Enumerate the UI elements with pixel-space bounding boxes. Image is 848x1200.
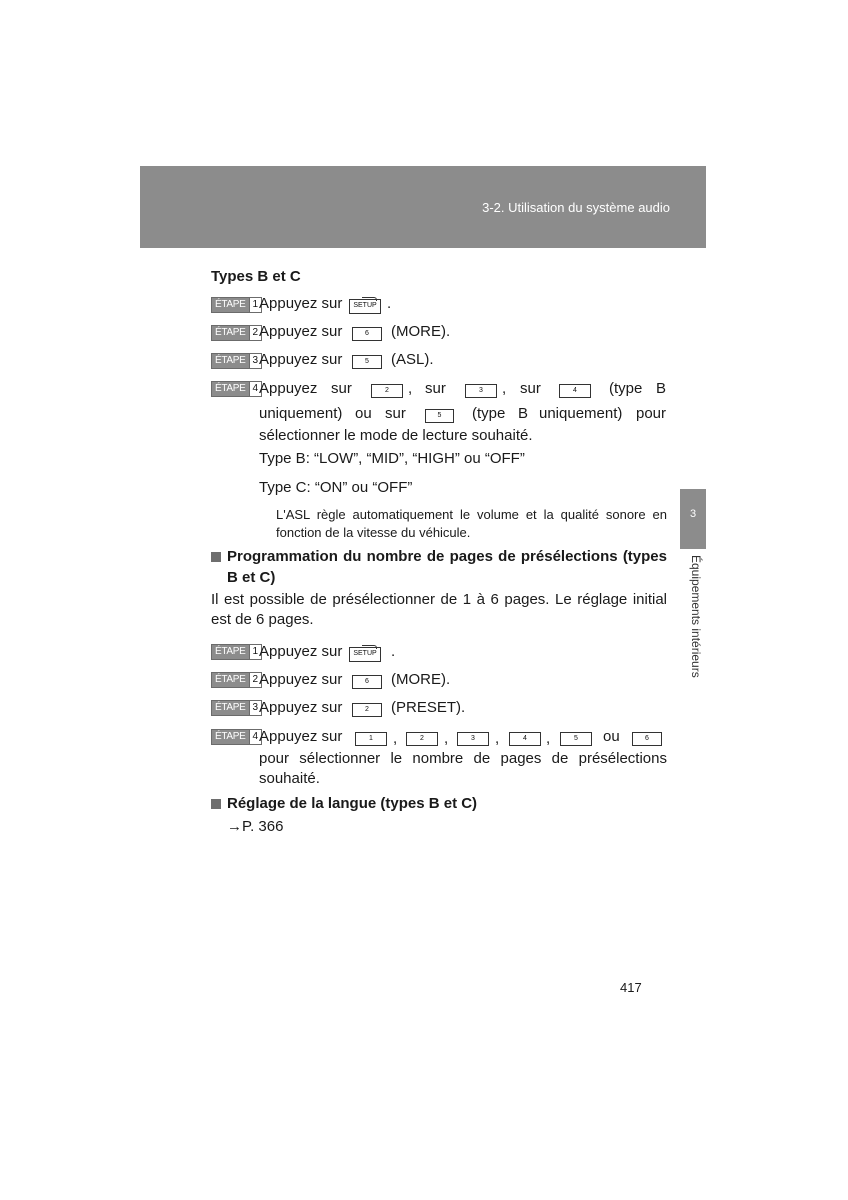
- section-heading-types-b-c: Types B et C: [211, 268, 301, 285]
- step-text-end: (ASL).: [391, 351, 434, 368]
- page-reference-link[interactable]: →P. 366: [227, 818, 284, 835]
- step-text: Appuyez sur: [259, 728, 343, 745]
- step-label: ÉTAPE: [212, 730, 249, 744]
- step-text-line: souhaité.: [259, 770, 320, 787]
- step-label: ÉTAPE: [212, 673, 249, 687]
- intro-text: est de 6 pages.: [211, 611, 314, 628]
- section-heading-language: Réglage de la langue (types B et C): [227, 795, 478, 812]
- word: sur: [385, 405, 406, 422]
- type-c-values: Type C: “ON” ou “OFF”: [259, 479, 413, 496]
- step-badge: [211, 381, 262, 397]
- intro-text: Il est possible de présélectionner de 1 à 6 pages. Le réglage initial: [211, 591, 667, 608]
- section-bullet-icon: [211, 552, 221, 562]
- step-text-end: (MORE).: [391, 671, 451, 688]
- section-bullet-icon: [211, 799, 221, 809]
- comma: ,: [444, 730, 449, 747]
- word: sur: [425, 380, 446, 397]
- section-heading-presets: Programmation du nombre de pages de présélections (types: [227, 548, 667, 565]
- step-text-end: .: [387, 295, 392, 312]
- word: ,: [502, 380, 507, 397]
- setup-button-icon: SETUP: [349, 299, 381, 314]
- step-number: 4: [249, 730, 262, 744]
- comma: ,: [546, 730, 551, 747]
- key-3-icon: 3: [457, 732, 489, 746]
- step-badge: [211, 644, 262, 660]
- word: (type: [472, 405, 506, 422]
- step-text: Appuyez sur: [259, 643, 343, 660]
- step-text: Appuyez sur: [259, 699, 343, 716]
- step-number: 4: [249, 382, 262, 396]
- word: sur: [331, 380, 352, 397]
- step-badge: [211, 729, 262, 745]
- key-4-icon: 4: [559, 384, 591, 398]
- word: Appuyez: [259, 380, 318, 397]
- word: sur: [520, 380, 541, 397]
- word: ,: [408, 380, 413, 397]
- word: pour: [636, 405, 667, 422]
- key-5-icon: 5: [352, 355, 382, 369]
- step-badge: [211, 297, 262, 313]
- word: (type: [609, 380, 643, 397]
- comma: ,: [393, 730, 398, 747]
- key-5-icon: 5: [560, 732, 592, 746]
- key-5-icon: 5: [425, 409, 454, 423]
- step-number: 2: [249, 673, 262, 687]
- key-2-icon: 2: [406, 732, 438, 746]
- step-badge: [211, 700, 262, 716]
- chapter-tab: [680, 489, 706, 549]
- step-text: Appuyez sur: [259, 351, 343, 368]
- note-line: fonction de la vitesse du véhicule.: [276, 525, 471, 540]
- step-badge: [211, 353, 262, 369]
- step-label: ÉTAPE: [212, 298, 249, 312]
- word: ou: [355, 405, 372, 422]
- word: B: [656, 380, 667, 397]
- word: ou: [603, 728, 620, 745]
- note-line: L'ASL règle automatiquement le volume et la qualité sonore en: [276, 507, 667, 522]
- key-2-icon: 2: [352, 703, 382, 717]
- word: uniquement): [259, 405, 343, 422]
- key-4-icon: 4: [509, 732, 541, 746]
- section-heading-presets-cont: B et C): [227, 569, 276, 586]
- step-number: 1: [249, 645, 262, 659]
- setup-button-icon: SETUP: [349, 647, 381, 662]
- step-label: ÉTAPE: [212, 645, 249, 659]
- step-number: 3: [249, 354, 262, 368]
- step-text-end: .: [391, 643, 396, 660]
- step-text-line: pour sélectionner le nombre de pages de présélections: [259, 750, 667, 767]
- chapter-header-band: [140, 166, 706, 248]
- step-text: Appuyez sur: [259, 323, 343, 340]
- key-1-icon: 1: [355, 732, 387, 746]
- step-label: ÉTAPE: [212, 382, 249, 396]
- step-number: 3: [249, 701, 262, 715]
- word: uniquement): [539, 405, 623, 422]
- key-6-icon: 6: [352, 327, 382, 341]
- step-text: Appuyez sur: [259, 295, 343, 312]
- step-text-end: (PRESET).: [391, 699, 466, 716]
- key-6-icon: 6: [352, 675, 382, 689]
- step-number: 2: [249, 326, 262, 340]
- step-number: 1: [249, 298, 262, 312]
- chapter-label: Équipements intérieurs: [689, 555, 703, 678]
- page-number: 417: [620, 980, 642, 995]
- step-label: ÉTAPE: [212, 354, 249, 368]
- key-2-icon: 2: [371, 384, 403, 398]
- key-3-icon: 3: [465, 384, 497, 398]
- step-text: Appuyez sur: [259, 671, 343, 688]
- chapter-number: 3: [689, 508, 697, 520]
- step-label: ÉTAPE: [212, 326, 249, 340]
- section-title: 3-2. Utilisation du système audio: [482, 200, 670, 215]
- word: B: [518, 405, 529, 422]
- key-6-icon: 6: [632, 732, 662, 746]
- step-text-end: (MORE).: [391, 323, 451, 340]
- step-badge: [211, 325, 262, 341]
- step-text-line: sélectionner le mode de lecture souhaité.: [259, 427, 533, 444]
- comma: ,: [495, 730, 500, 747]
- type-b-values: Type B: “LOW”, “MID”, “HIGH” ou “OFF”: [259, 450, 525, 467]
- step-badge: [211, 672, 262, 688]
- step-label: ÉTAPE: [212, 701, 249, 715]
